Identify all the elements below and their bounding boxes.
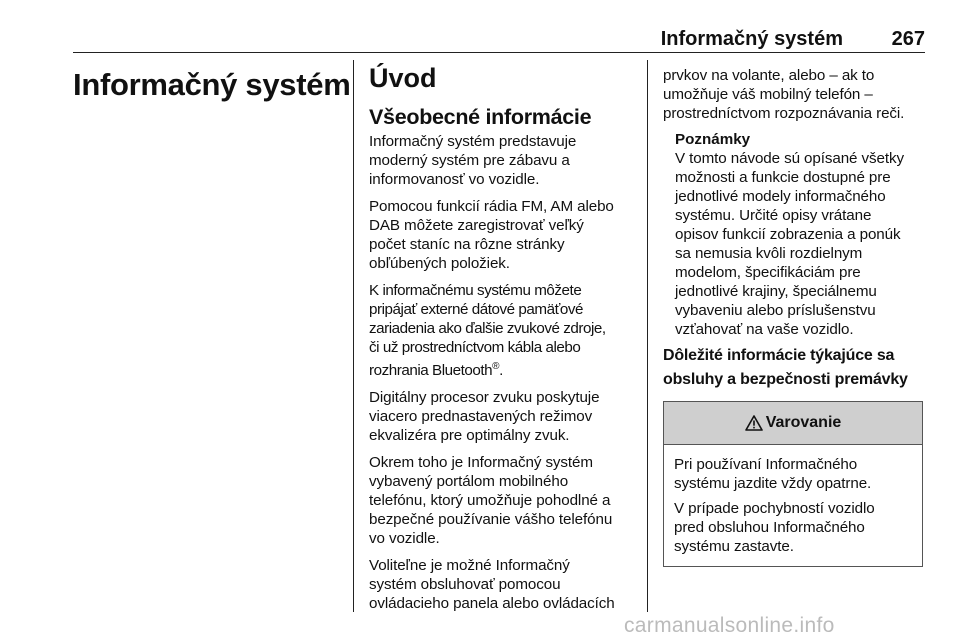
column-divider-1	[353, 60, 354, 612]
paragraph-external-devices-text: K informačnému systému môžete pripájať externé dátové pamäťové zariadenia ako ďalšie zvukové zdroje, či už prostredníctvom kábla alebo rozhrania Bluetooth	[369, 282, 606, 380]
chapter-title: Informačný systém	[73, 67, 351, 102]
note-block	[675, 131, 925, 339]
registered-mark: ®	[492, 361, 500, 372]
warning-label: Varovanie	[765, 414, 842, 431]
safety-title-line-2: obsluhy a bezpečnosti premávky	[663, 371, 908, 388]
paragraph-continued: prvkov na volante, alebo – ak to umožňuje váš mobilný telefón – prostredníctvom rozpoznávania reči.	[663, 67, 905, 122]
watermark: carmanualsonline.info	[624, 614, 835, 637]
note-text: V tomto návode sú opísané všetky možnosti a funkcie dostupné pre jednotlivé modely informačného systému. Určité opisy vrátane opisov funkcií zobrazenia a ponúk sa nemusia kvôli rozdielnym modelom, špecifikáciám pre jednotlivé krajiny, špeciálnemu vybaveniu alebo príslušenstvu vzťahovať na vaše vozidlo.	[675, 150, 904, 338]
column-divider-2	[647, 60, 648, 612]
paragraph-end-period: .	[499, 362, 503, 380]
warning-box	[663, 401, 923, 567]
safety-title-line-1: Dôležité informácie týkajúce sa	[663, 347, 895, 364]
header-title: Informačný systém	[660, 28, 843, 50]
paragraph-external-devices	[369, 281, 637, 380]
paragraph-radio: Pomocou funkcií rádia FM, AM alebo DAB môžete zaregistrovať veľký počet staníc na rôzne stránky obľúbených položiek.	[369, 198, 614, 272]
section-title: Úvod	[369, 63, 437, 93]
warning-paragraph-2: V prípade pochybností vozidlo pred obsluhou Informačného systému zastavte.	[674, 500, 875, 555]
column-left	[73, 60, 351, 104]
paragraph-intro: Informačný systém predstavuje moderný systém pre zábavu a informovanosť vo vozidle.	[369, 133, 577, 188]
note-label: Poznámky	[675, 131, 751, 148]
header-rule	[73, 52, 925, 53]
paragraph-controls: Voliteľne je možné Informačný systém obsluhovať pomocou ovládacieho panela alebo ovládacích	[369, 557, 615, 613]
warning-body	[664, 445, 922, 566]
paragraph-phone-portal: Okrem toho je Informačný systém vybavený portálom mobilného telefónu, ktorý umožňuje pohodlné a bezpečné používanie vášho telefónu vo vozidle.	[369, 454, 613, 548]
subsection-title: Všeobecné informácie	[369, 105, 592, 129]
column-middle	[369, 60, 637, 621]
warning-triangle-icon	[745, 415, 763, 431]
paragraph-sound-processor: Digitálny procesor zvuku poskytuje viacero prednastavených režimov ekvalizéra pre optimálny zvuk.	[369, 389, 600, 445]
page-header	[73, 26, 925, 54]
warning-header	[664, 402, 922, 445]
column-right	[663, 60, 925, 567]
page-number: 267	[891, 28, 925, 50]
warning-paragraph-1: Pri používaní Informačného systému jazdite vždy opatrne.	[674, 456, 872, 492]
